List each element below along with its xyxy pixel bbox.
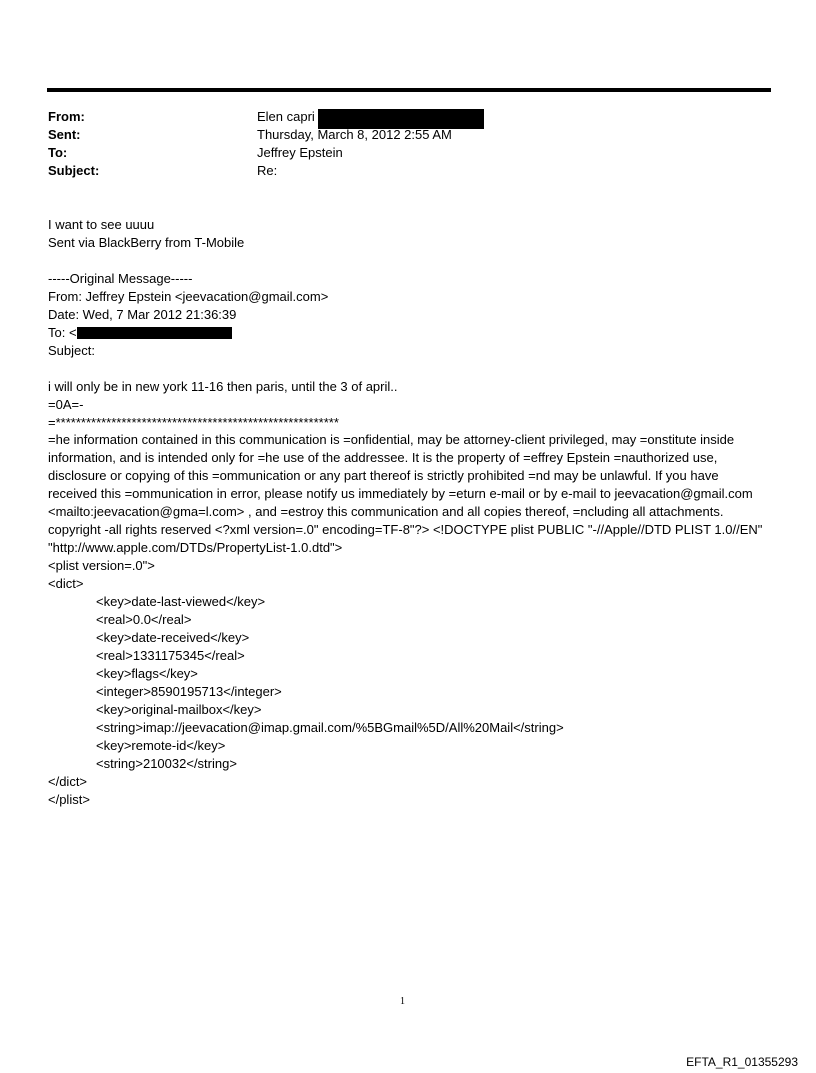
plist-line: </plist> — [48, 792, 90, 807]
plist-line: <real>1331175345</real> — [96, 648, 245, 663]
signature-line: Sent via BlackBerry from T-Mobile — [48, 235, 245, 250]
to-label: To: — [48, 145, 68, 160]
page-number: 1 — [400, 996, 405, 1007]
original-date: Date: Wed, 7 Mar 2012 21:36:39 — [48, 307, 237, 322]
sent-label: Sent: — [48, 127, 81, 142]
encoded-line: =0A=- — [48, 397, 84, 412]
disclaimer-paragraph: =he information contained in this communication is =onfidential, may be attorney-client privileged, may =onstitute inside information, and is intended only for =he use of the addressee. It is the property of =effrey Epstein =nauthorized use, disclosure or copying of this =ommunication or any part thereof is strictly prohibited =nd may be unlawful. If you have received this =ommunication in error, please notify us immediately by =eturn e-mail or by e-mail to jeevacation@gmail.com <mailto:jeevacation@gma=l.com> , and =estroy this communication and all copies thereof, =ncluding all attachments. copyright -all rights reserved <?xml version=.0" encoding=TF-8"?> <!DOCTYPE plist PUBLIC "-//Apple//DTD PLIST 1.0//EN" "http://www.apple.com/DTDs/PropertyList-1.0.dtd"> — [48, 432, 763, 555]
from-label: From: — [48, 109, 85, 124]
original-from: From: Jeffrey Epstein <jeevacation@gmail.com> — [48, 289, 329, 304]
plist-line: <real>0.0</real> — [96, 612, 192, 627]
plist-line: <key>date-received</key> — [96, 630, 250, 645]
original-text: i will only be in new york 11-16 then paris, until the 3 of april.. — [48, 379, 398, 394]
original-message-marker: -----Original Message----- — [48, 271, 193, 286]
original-subject: Subject: — [48, 343, 95, 358]
plist-line: <key>original-mailbox</key> — [96, 702, 262, 717]
redaction-bar — [77, 327, 232, 339]
plist-line: </dict> — [48, 774, 88, 789]
plist-line: <key>flags</key> — [96, 666, 198, 681]
plist-line: <key>remote-id</key> — [96, 738, 226, 753]
encoded-separator: =******************************************************** — [48, 415, 339, 430]
plist-line: <dict> — [48, 576, 84, 591]
plist-line: <string>210032</string> — [96, 756, 237, 771]
plist-line: <plist version=.0"> — [48, 558, 155, 573]
plist-line: <key>date-last-viewed</key> — [96, 594, 266, 609]
document-id: EFTA_R1_01355293 — [686, 1055, 798, 1069]
plist-line: <integer>8590195713</integer> — [96, 684, 282, 699]
plist-line: <string>imap://jeevacation@imap.gmail.com/%5BGmail%5D/All%20Mail</string> — [96, 720, 564, 735]
original-to: To: < — [48, 325, 77, 340]
subject-value: Re: — [257, 163, 278, 178]
subject-label: Subject: — [48, 163, 100, 178]
from-value: Elen capri — [257, 109, 315, 124]
header-rule — [47, 88, 771, 92]
sent-value: Thursday, March 8, 2012 2:55 AM — [257, 127, 452, 142]
message-line: I want to see uuuu — [48, 217, 155, 232]
to-value: Jeffrey Epstein — [257, 145, 343, 160]
